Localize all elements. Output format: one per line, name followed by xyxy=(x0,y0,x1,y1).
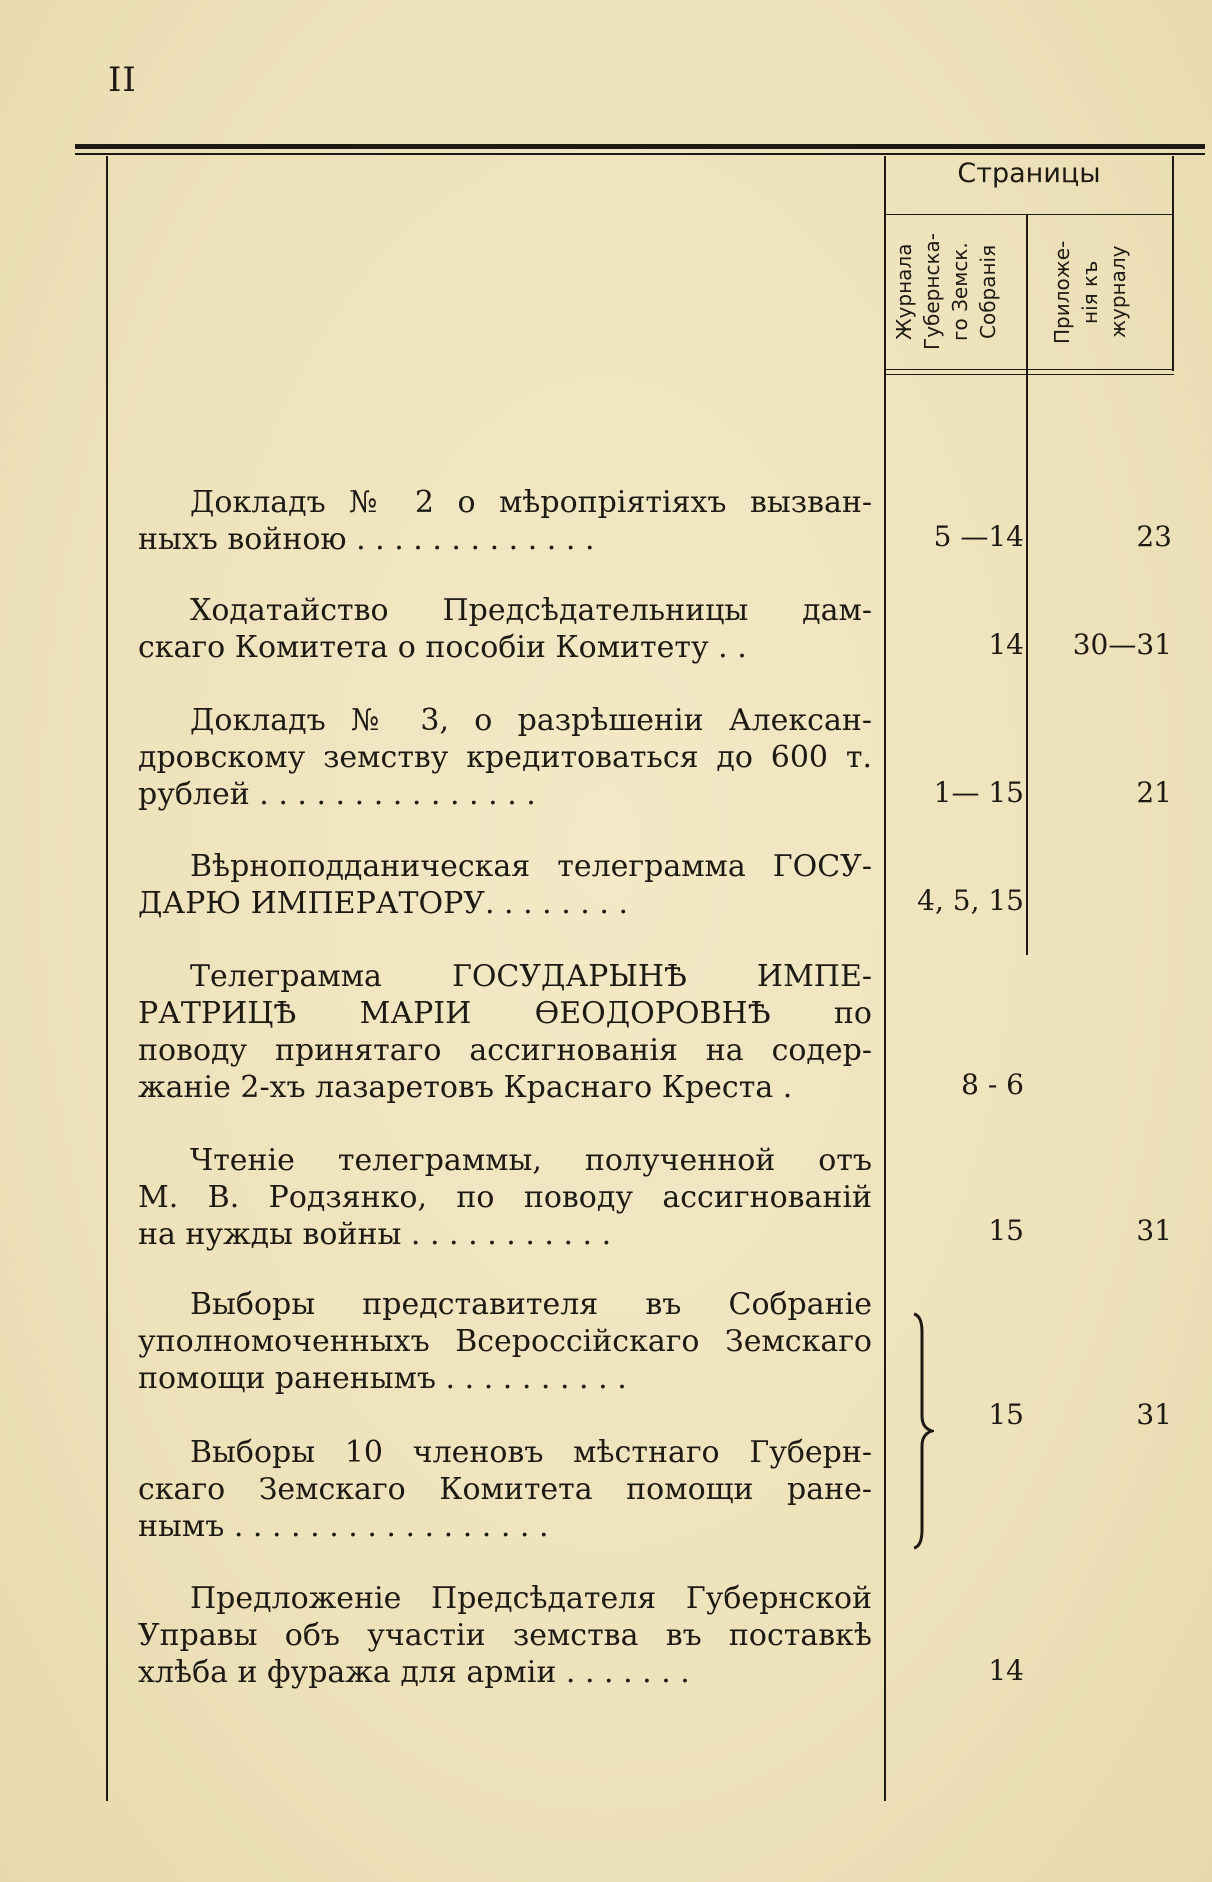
entry-line: хлѣба и фуража для арміи . . . . . . . xyxy=(138,1655,690,1690)
grouping-brace xyxy=(910,1312,934,1550)
entry-line: скаго Комитета о пособіи Комитету . . xyxy=(138,630,747,665)
entry-line: М. В. Родзянко, по поводу ассигнованій xyxy=(138,1180,872,1215)
appendix-page-ref: 31 xyxy=(1136,1214,1172,1247)
entry-line: Выборы 10 членовъ мѣстнаго Губерн- xyxy=(190,1435,872,1470)
entry-line: Чтеніе телеграммы, полученной отъ xyxy=(190,1143,872,1178)
journal-column-header: Журнала Губернска- го Земск. Собранія xyxy=(892,233,1000,351)
entry-line: РАТРИЦѢ МАРІИ ѲЕОДОРОВНѢ по xyxy=(138,996,872,1031)
entry-line: Докладъ № 3, о разрѣшеніи Алексан- xyxy=(190,703,872,738)
toc-entry xyxy=(138,592,872,666)
entry-line: нымъ . . . . . . . . . . . . . . . . . xyxy=(138,1509,549,1544)
entry-line: жаніе 2-хъ лазаретовъ Краснаго Креста . xyxy=(138,1070,793,1105)
toc-entry xyxy=(138,484,872,558)
journal-page-ref: 14 xyxy=(988,628,1024,661)
pages-header-title: Страницы xyxy=(957,158,1101,189)
toc-entry xyxy=(138,1286,872,1397)
journal-page-ref: 5 —14 xyxy=(933,520,1024,553)
toc-entry xyxy=(138,1142,872,1253)
journal-page-ref: 1— 15 xyxy=(933,776,1024,809)
entry-line: Управы объ участіи земства въ поставкѣ xyxy=(138,1618,872,1653)
top-rule-thin xyxy=(75,153,1205,155)
appendix-page-ref: 21 xyxy=(1136,776,1172,809)
journal-page-ref: 14 xyxy=(988,1654,1024,1687)
entry-line: ДАРЮ ИМПЕРАТОРУ. . . . . . . . xyxy=(138,886,628,921)
subcolumn-divider xyxy=(1026,215,1028,955)
left-border-line xyxy=(106,156,108,1801)
journal-page-ref: 15 xyxy=(988,1214,1024,1247)
journal-page-ref: 8 - 6 xyxy=(961,1068,1024,1101)
entry-line: ныхъ войною . . . . . . . . . . . . . xyxy=(138,522,595,557)
entry-line: Предложеніе Предсѣдателя Губернской xyxy=(190,1581,872,1616)
entry-line: Ходатайство Предсѣдательницы дам- xyxy=(190,593,872,628)
appendix-page-ref: 23 xyxy=(1136,520,1172,553)
entry-line: скаго Земскаго Комитета помощи ране- xyxy=(138,1472,872,1507)
header-bottom-rule-2 xyxy=(884,374,1174,375)
header-bottom-rule-1 xyxy=(884,369,1174,370)
entry-line: дровскому земству кредитоваться до 600 т. xyxy=(138,740,872,775)
entry-line: на нужды войны . . . . . . . . . . . xyxy=(138,1217,612,1252)
entry-line: Выборы представителя въ Собраніе xyxy=(190,1287,872,1322)
entry-line: Докладъ № 2 о мѣропріятіяхъ вызван- xyxy=(190,485,872,520)
pages-column-border xyxy=(884,156,886,1801)
entry-line: уполномоченныхъ Всероссійскаго Земскаго xyxy=(138,1324,872,1359)
top-rule-thick xyxy=(75,144,1205,149)
entry-line: Вѣрноподданическая телеграмма ГОСУ- xyxy=(190,849,872,884)
entry-line: Телеграмма ГОСУДАРЫНѢ ИМПЕ- xyxy=(190,959,872,994)
entry-line: рублей . . . . . . . . . . . . . . . xyxy=(138,777,536,812)
right-header-border xyxy=(1172,156,1174,371)
appendix-page-ref: 31 xyxy=(1136,1398,1172,1431)
entry-line: поводу принятаго ассигнованія на содер- xyxy=(138,1033,872,1068)
appendix-column-header: Приложе- нія къ журналу xyxy=(1050,240,1130,344)
header-subdivider xyxy=(884,214,1174,215)
toc-entry xyxy=(138,1580,872,1691)
journal-page-ref: 15 xyxy=(988,1398,1024,1431)
appendix-page-ref: 30—31 xyxy=(1072,628,1172,661)
toc-entry xyxy=(138,848,872,922)
page-number: II xyxy=(108,60,137,100)
toc-entry xyxy=(138,1434,872,1545)
toc-entry xyxy=(138,958,872,1106)
entry-line: помощи раненымъ . . . . . . . . . . xyxy=(138,1361,627,1396)
toc-entry xyxy=(138,702,872,813)
journal-page-ref: 4, 5, 15 xyxy=(917,884,1024,917)
